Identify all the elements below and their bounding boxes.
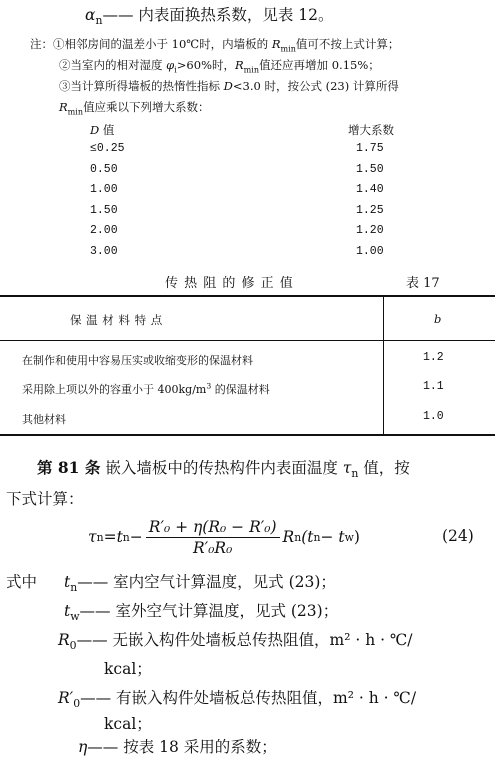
article-text-1: 嵌入墙板中的传热构件内表面温度 bbox=[105, 459, 343, 477]
min-sub: min bbox=[280, 44, 296, 54]
article-81-line-2: 下式计算： bbox=[6, 490, 84, 508]
formula-tn-sub: n bbox=[313, 530, 321, 544]
where-text: —— 按表 18 采用的系数； bbox=[87, 738, 277, 756]
coef-row-k: 1.00 bbox=[356, 244, 384, 258]
where-sub: w bbox=[70, 610, 80, 624]
alpha-sub: n bbox=[95, 14, 103, 28]
formula-paren: (t bbox=[301, 528, 314, 546]
coef-row-k: 1.40 bbox=[356, 183, 384, 196]
note-1-text-b: 值可不按上式计算； bbox=[295, 37, 400, 51]
where-text: —— 室外空气计算温度，见式 (23)； bbox=[79, 602, 339, 620]
r-symbol: R bbox=[271, 37, 281, 51]
formula-numerator: R′₀ + η(R₀ − R′₀) bbox=[146, 518, 280, 538]
min-sub: min bbox=[243, 65, 260, 75]
article-81-line-1 bbox=[37, 456, 410, 480]
note-3-text-c: 值应乘以下列增大系数： bbox=[83, 100, 210, 114]
formula-24 bbox=[88, 512, 360, 562]
note-3-cont bbox=[59, 99, 210, 116]
table17-number: 表 17 bbox=[406, 276, 440, 291]
formula-lhs: τ bbox=[88, 528, 97, 546]
formula-fraction bbox=[146, 518, 280, 557]
r-symbol: R bbox=[59, 100, 68, 114]
where-sub: 0 bbox=[69, 639, 77, 653]
formula-number: (24) bbox=[442, 527, 474, 545]
where-sym: R′ bbox=[58, 689, 74, 707]
where-item-r0prime bbox=[58, 686, 416, 710]
note-1-text-a: ①相邻房间的温差小于 10℃时，内墙板的 bbox=[53, 37, 272, 51]
where-sym: R bbox=[58, 631, 70, 649]
coef-row-k: 1.75 bbox=[356, 142, 384, 155]
formula-minus-tw: − t bbox=[320, 528, 345, 546]
formula-eq: = bbox=[103, 528, 117, 546]
where-sym: t bbox=[64, 573, 71, 591]
coef-row-d: ≤0.25 bbox=[90, 142, 125, 155]
article-text-2: 值，按 bbox=[358, 459, 410, 477]
note-label: 注： bbox=[30, 37, 53, 51]
phi-symbol: φ bbox=[166, 58, 175, 72]
coef-row-d: 1.50 bbox=[90, 203, 118, 217]
phi-sub: i bbox=[174, 65, 177, 75]
table17-top-rule bbox=[0, 295, 495, 297]
table17-row-3-b: 1.0 bbox=[423, 410, 444, 423]
d-symbol: D bbox=[223, 79, 233, 93]
coef-row-k: 1.20 bbox=[356, 224, 384, 237]
formula-minus: − bbox=[129, 528, 143, 546]
formula-r: R bbox=[282, 528, 295, 546]
coef-row-k: 1.50 bbox=[356, 162, 384, 176]
coef-head-k: 增大系数 bbox=[348, 123, 394, 137]
where-sym: η bbox=[78, 738, 88, 756]
alpha-definition bbox=[85, 3, 334, 27]
min-sub: min bbox=[67, 107, 84, 117]
table17-row-2-b: 1.1 bbox=[423, 380, 444, 393]
where-item-tw bbox=[64, 599, 338, 623]
formula-close: ) bbox=[353, 528, 360, 546]
where-text: —— 无嵌入构件处墙板总传热阻值，m² · h · ℃/ bbox=[76, 631, 413, 649]
note-2 bbox=[59, 57, 380, 74]
coef-head-d-symbol: D bbox=[90, 123, 100, 137]
article-number: 第 81 条 bbox=[37, 458, 101, 477]
col2-header-symbol: b bbox=[434, 312, 442, 326]
formula-tw-sub: w bbox=[344, 530, 354, 544]
where-item-eta bbox=[78, 735, 277, 757]
table17-title: 传 热 阻 的 修 正 值 bbox=[165, 276, 294, 291]
tau-sub: n bbox=[351, 467, 359, 481]
r-symbol: R bbox=[235, 58, 244, 72]
coef-head-d bbox=[90, 122, 114, 138]
row-2-text-a: 采用除上项以外的容重小于 400kg/m bbox=[22, 383, 207, 396]
alpha-text: —— 内表面换热系数，见表 12。 bbox=[102, 6, 334, 24]
note-2-text-c: 值还应再增加 0.15%； bbox=[259, 58, 380, 72]
coef-row-d: 3.00 bbox=[90, 244, 118, 258]
formula-r-sub: n bbox=[294, 530, 302, 544]
coef-row-k: 1.25 bbox=[356, 203, 384, 217]
formula-t: t bbox=[116, 528, 123, 546]
row-2-text-b: 的保温材料 bbox=[211, 383, 270, 396]
coef-row-d: 2.00 bbox=[90, 224, 118, 237]
table17-row-2-text bbox=[22, 381, 270, 397]
where-text: —— 室内空气计算温度，见式 (23)； bbox=[77, 573, 336, 591]
alpha-symbol: α bbox=[85, 6, 96, 24]
note-3-text-a: ③当计算所得墙板的热惰性指标 bbox=[59, 79, 224, 93]
where-item-r0 bbox=[58, 628, 413, 652]
note-1 bbox=[30, 36, 399, 53]
note-2-text-b: >60%时， bbox=[176, 58, 235, 72]
coef-head-d-text: 值 bbox=[99, 123, 115, 137]
where-item-r0-cont: kcal； bbox=[104, 660, 152, 678]
table17-row-3-text: 其他材料 bbox=[22, 413, 66, 426]
table17-row-1-b: 1.2 bbox=[423, 351, 444, 364]
where-text: —— 有嵌入构件处墙板总传热阻值，m² · h · ℃/ bbox=[80, 689, 417, 707]
row-2-sup: 3 bbox=[206, 381, 212, 391]
where-sym: t bbox=[64, 602, 71, 620]
note-3 bbox=[59, 78, 399, 94]
table17-header-rule bbox=[0, 340, 495, 341]
formula-lhs-sub: n bbox=[96, 530, 104, 544]
formula-denominator: R′₀R₀ bbox=[193, 538, 233, 557]
where-sub: 0 bbox=[73, 697, 81, 711]
formula-t-sub: n bbox=[122, 530, 130, 544]
table17-col-divider bbox=[383, 296, 384, 435]
coef-row-d: 1.00 bbox=[90, 183, 118, 196]
where-item-r0prime-cont: kcal； bbox=[104, 715, 152, 733]
table17-row-1-text: 在制作和使用中容易压实或收缩变形的保温材料 bbox=[22, 354, 253, 367]
tau-symbol: τ bbox=[342, 459, 352, 477]
coef-row-d: 0.50 bbox=[90, 162, 118, 176]
where-label: 式中 bbox=[6, 573, 38, 591]
table17-col1-header: 保 温 材 料 特 点 bbox=[70, 313, 163, 327]
note-2-text-a: ②当室内的相对湿度 bbox=[59, 58, 167, 72]
where-item-tn bbox=[64, 570, 336, 594]
note-3-text-b: <3.0 时，按公式 (23) 计算所得 bbox=[232, 79, 399, 93]
where-sub: n bbox=[70, 581, 78, 595]
table17-col2-header bbox=[434, 312, 441, 326]
table17-bottom-rule bbox=[0, 434, 495, 436]
